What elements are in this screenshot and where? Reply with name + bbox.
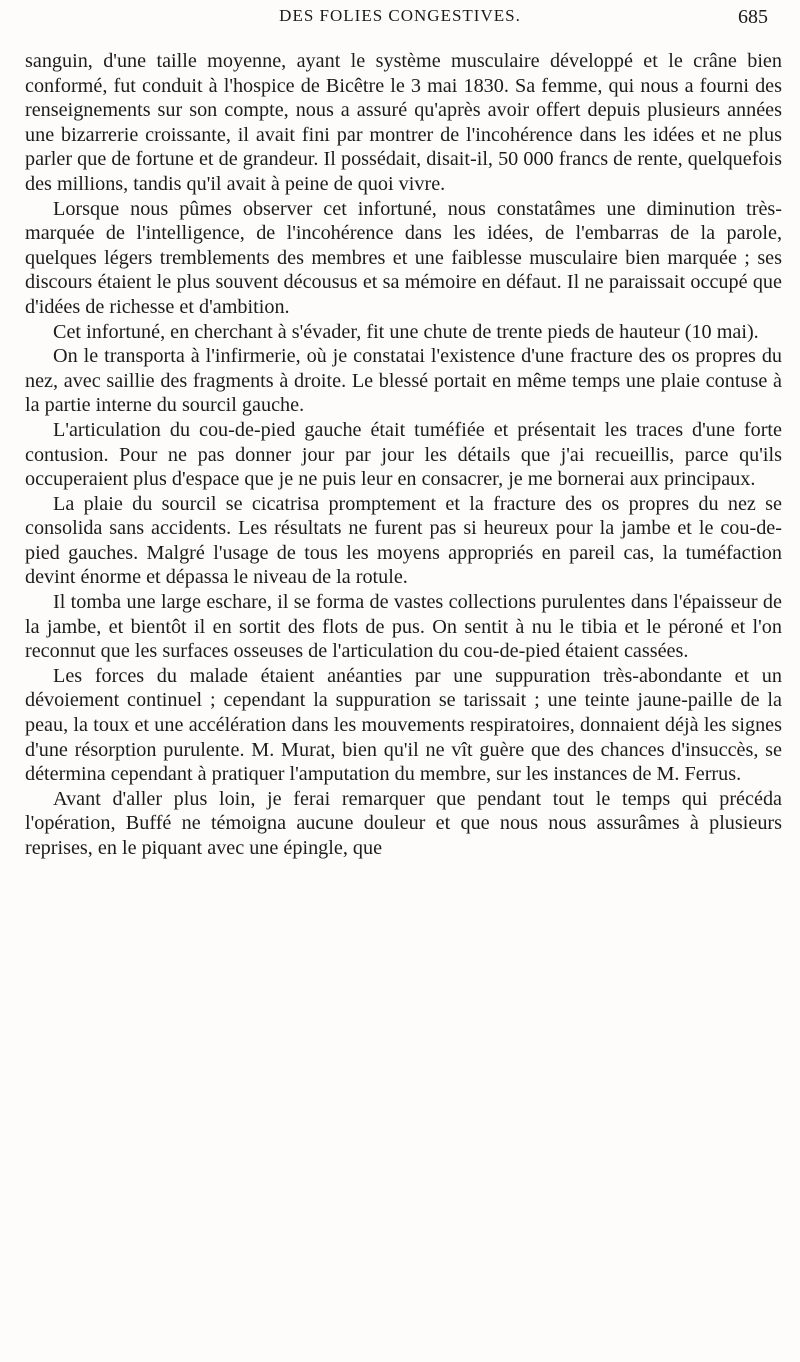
paragraph: On le transporta à l'infirmerie, où je constatai l'existence d'une fracture des os propres du nez, avec saillie des fragments à droite. Le blessé portait en même temps une plaie contuse à la partie interne du sourcil gauche. xyxy=(25,345,782,417)
paragraph: Lorsque nous pûmes observer cet infortuné, nous constatâmes une diminution très-marquée de l'intelligence, de l'incohérence dans les idées, de l'embarras de la parole, quelques légers tremblements des membres et une faiblesse musculaire bien marquée ; ses discours étaient le plus souvent décousus et sa mémoire en défaut. Il ne paraissait occupé que d'idées de richesse et d'ambition. xyxy=(25,197,782,318)
page-header xyxy=(0,6,800,36)
page-number: 685 xyxy=(738,6,768,28)
paragraph: La plaie du sourcil se cicatrisa promptement et la fracture des os propres du nez se consolida sans accidents. Les résultats ne furent pas si heureux pour la jambe et le cou-de-pied gauches. Malgré l'usage de tous les moyens appropriés en pareil cas, la tuméfaction devint énorme et dépassa le niveau de la rotule. xyxy=(25,492,782,589)
body-text xyxy=(25,49,782,861)
paragraph: sanguin, d'une taille moyenne, ayant le système musculaire développé et le crâne bien conformé, fut conduit à l'hospice de Bicêtre le 3 mai 1830. Sa femme, qui nous a fourni des renseignements sur son compte, nous a assuré qu'après avoir offert depuis plusieurs années une bizarrerie croissante, il avait fini par montrer de l'incohérence dans les idées et ne plus parler que de fortune et de grandeur. Il possédait, disait-il, 50 000 francs de rente, quelquefois des millions, tandis qu'il avait à peine de quoi vivre. xyxy=(25,50,782,195)
paragraph: Les forces du malade étaient anéanties par une suppuration très-abondante et un dévoiement continuel ; cependant la suppuration se tarissait ; une teinte jaune-paille de la peau, la toux et une accélération dans les mouvements respiratoires, donnaient déjà les signes d'une résorption purulente. M. Murat, bien qu'il ne vît guère que des chances d'insuccès, se détermina cependant à pratiquer l'amputation du membre, sur les instances de M. Ferrus. xyxy=(25,664,782,786)
paragraph: L'articulation du cou-de-pied gauche était tuméfiée et présentait les traces d'une forte contusion. Pour ne pas donner jour par jour les détails que j'ai recueillis, parce qu'ils occuperaient plus d'espace que je ne puis leur en consacrer, je me bornerai aux principaux. xyxy=(25,418,782,491)
running-title: DES FOLIES CONGESTIVES. xyxy=(279,6,521,25)
paragraph: Il tomba une large eschare, il se forma de vastes collections purulentes dans l'épaisseur de la jambe, et bientôt il en sortit des flots de pus. On sentit à nu le tibia et le péroné et l'on reconnut que les surfaces osseuses de l'articulation du cou-de-pied étaient cassées. xyxy=(25,591,782,663)
paragraph: Cet infortuné, en cherchant à s'évader, fit une chute de trente pieds de hauteur (10 mai). xyxy=(53,320,759,343)
paragraph: Avant d'aller plus loin, je ferai remarquer que pendant tout le temps qui précéda l'opération, Buffé ne témoigna aucune douleur et que nous nous assurâmes à plusieurs reprises, en le piquant avec une épingle, que xyxy=(25,787,782,859)
